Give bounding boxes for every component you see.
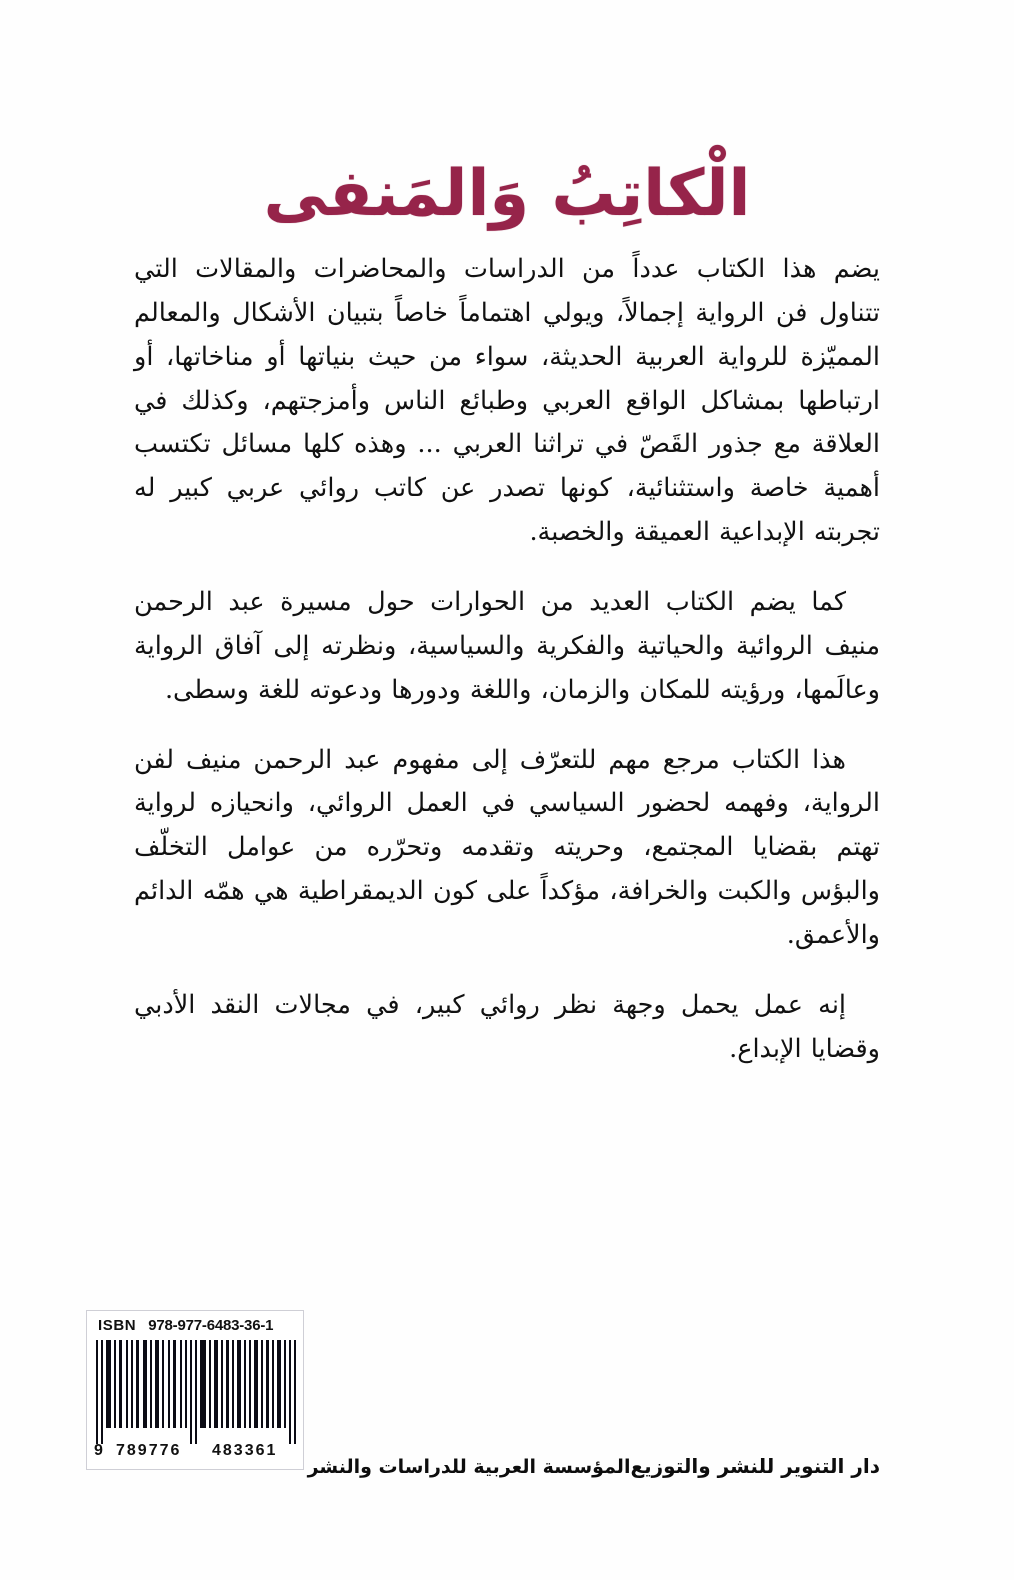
ean-middle-digits: 789776	[116, 1442, 182, 1459]
ean-digits	[94, 1444, 296, 1464]
ean-left-digit: 9	[94, 1442, 105, 1459]
isbn-line	[94, 1317, 296, 1337]
isbn-barcode	[86, 1310, 304, 1470]
blurb-paragraph-4: إنه عمل يحمل وجهة نظر روائي كبير، في مجالات النقد الأدبي وقضايا الإبداع.	[134, 989, 880, 1064]
isbn-label: ISBN	[98, 1317, 137, 1334]
publisher-primary: دار التنوير للنشر والتوزيع	[630, 1454, 880, 1478]
blurb-paragraph-3: هذا الكتاب مرجع مهم للتعرّف إلى مفهوم عبد الرحمن منيف لفن الرواية، وفهمه لحضور السياسي في العمل الروائي، وانحيازه لرواية تهتم بقضايا المجتمع، وحريته وتقدمه وتحرّره من عوامل التخلّف والبؤس والكبت والخرافة، مؤكداً على كون الديمقراطية هي همّه الدائم والأعمق.	[134, 744, 880, 951]
blurb-paragraph-1: يضم هذا الكتاب عدداً من الدراسات والمحاضرات والمقالات التي تتناول فن الرواية إجمالاً، ويولي اهتماماً خاصاً بتبيان الأشكال والمعالم المميّزة للرواية العربية الحديثة، سواء من حيث بنياتها أو مناخاتها، أو ارتباطها بمشاكل الواقع العربي وطبائع الناس وأمزجتهم، وكذلك في العلاقة مع جذور القَصّ في تراثنا العربي ... وهذه كلها مسائل تكتسب أهمية خاصة واستثنائية، كونها تصدر عن كاتب روائي عربي كبير له تجربته الإبداعية العميقة والخصبة.	[134, 254, 880, 548]
cover-footer	[0, 1310, 1014, 1500]
barcode-bars	[94, 1340, 296, 1444]
blurb-text-block	[134, 248, 880, 1096]
ean-right-digits: 483361	[212, 1442, 278, 1459]
book-title: الْكاتِبُ وَالمَنفى	[263, 156, 751, 231]
isbn-number: 978-977-6483-36-1	[148, 1317, 274, 1334]
publisher-secondary: المؤسسة العربية للدراسات والنشر	[307, 1456, 631, 1478]
blurb-paragraph-2: كما يضم الكتاب العديد من الحوارات حول مسيرة عبد الرحمن منيف الروائية والحياتية والفكرية والسياسية، ونظرته إلى آفاق الرواية وعالَمها، ورؤيته للمكان والزمان، واللغة ودورها ودعوته للغة وسطى.	[134, 587, 880, 705]
publisher-row	[307, 1454, 880, 1478]
